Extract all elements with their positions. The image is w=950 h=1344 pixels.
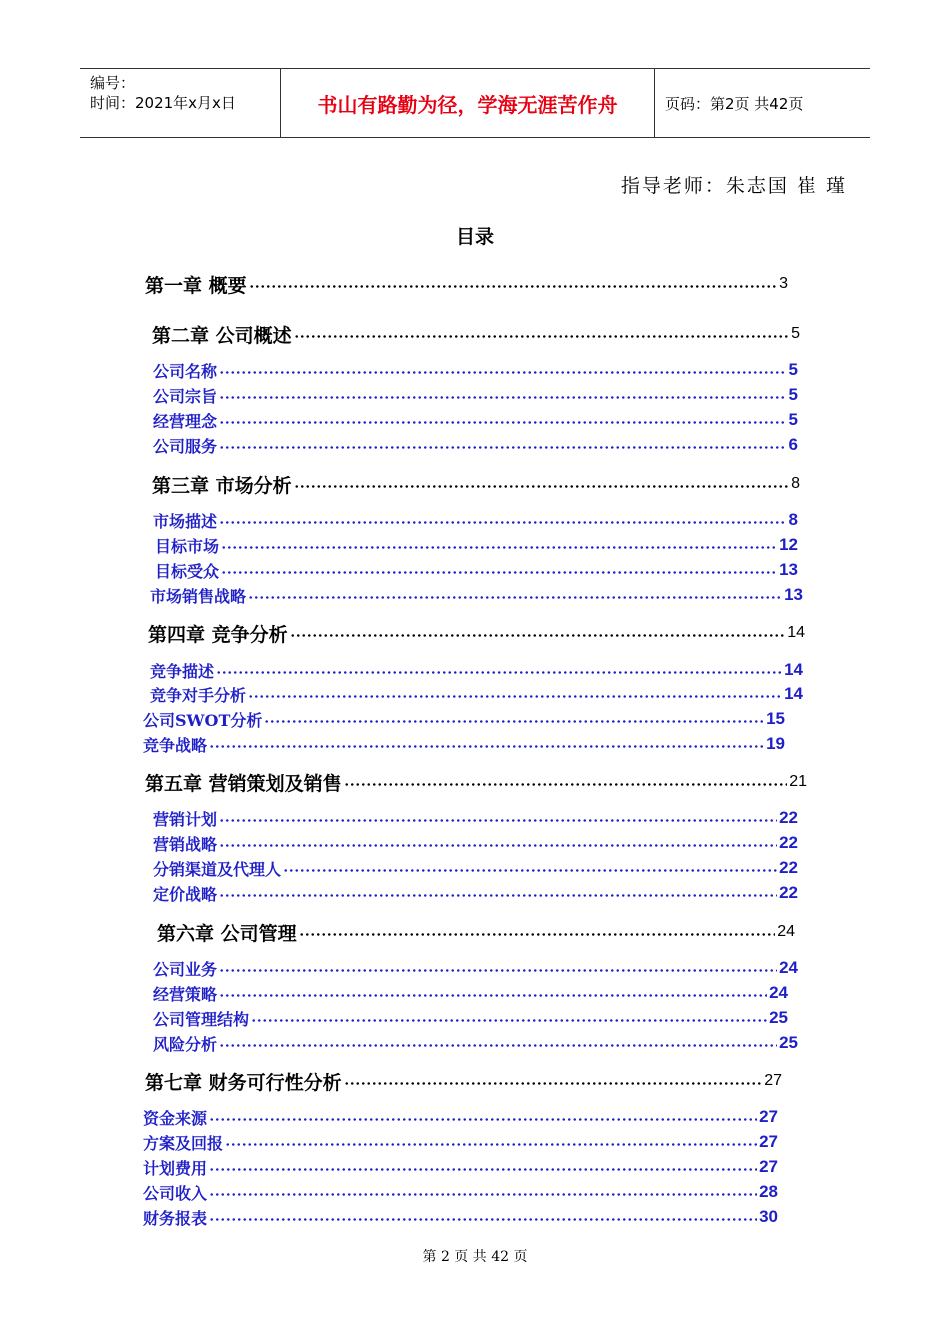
toc-entry-label: 第四章 竞争分析 <box>148 623 288 646</box>
toc-page-number: 22 <box>779 808 798 827</box>
dot-leader <box>249 272 777 296</box>
toc-page-number: 22 <box>779 833 798 852</box>
toc-entry-label: 第六章 公司管理 <box>157 922 297 945</box>
header-table <box>80 68 870 138</box>
toc-chapter-entry[interactable] <box>145 1069 782 1093</box>
toc-page-number: 8 <box>788 510 798 529</box>
toc-section-entry[interactable] <box>153 408 798 432</box>
dot-leader <box>283 856 777 880</box>
toc-page-number: 22 <box>779 858 798 877</box>
toc-chapter-entry[interactable] <box>152 472 800 496</box>
toc-page-number: 30 <box>759 1207 778 1226</box>
dot-leader <box>219 383 787 407</box>
header-motto-cell <box>281 69 655 137</box>
time-label: 时间：2021年x月x日 <box>90 94 236 112</box>
toc-entry-label: 公司收入 <box>143 1183 208 1203</box>
dot-leader <box>299 920 776 944</box>
toc-page-number: 27 <box>759 1107 778 1126</box>
toc-section-entry[interactable] <box>153 856 798 880</box>
toc-page-number: 27 <box>759 1132 778 1151</box>
toc-entry-label: 营销计划 <box>153 809 218 829</box>
toc-page-number: 24 <box>769 983 788 1002</box>
toc-section-entry[interactable] <box>153 358 798 382</box>
toc-entry-label: 财务报表 <box>143 1208 208 1228</box>
toc-page-number: 3 <box>779 275 788 292</box>
toc-page-number: 8 <box>791 475 800 492</box>
toc-section-entry[interactable] <box>153 831 798 855</box>
toc-chapter-entry[interactable] <box>148 621 805 645</box>
toc-section-entry[interactable] <box>153 1031 798 1055</box>
toc-entry-label: 第七章 财务可行性分析 <box>145 1071 342 1094</box>
toc-page-number: 27 <box>764 1072 782 1089</box>
toc-page-number: 14 <box>787 624 805 641</box>
toc-entry-label: 第二章 公司概述 <box>152 324 292 347</box>
dot-leader <box>264 707 764 731</box>
dot-leader <box>219 806 777 830</box>
toc-page-number: 5 <box>788 410 798 429</box>
toc-entry-label: 方案及回报 <box>143 1133 224 1153</box>
toc-entry-label: 计划费用 <box>143 1158 208 1178</box>
toc-section-entry[interactable] <box>143 1130 778 1154</box>
toc-entry-label: 竞争描述 <box>150 661 215 681</box>
toc-section-entry[interactable] <box>153 881 798 905</box>
toc-page-number: 25 <box>769 1008 788 1027</box>
dot-leader <box>251 1006 767 1030</box>
dot-leader <box>290 621 786 645</box>
toc-entry-label: 分销渠道及代理人 <box>153 859 282 879</box>
header-page-cell <box>655 69 870 137</box>
dot-leader <box>219 1031 777 1055</box>
dot-leader <box>219 956 777 980</box>
page-footer: 第 2 页 共 42 页 <box>422 1249 528 1265</box>
dot-leader <box>219 358 787 382</box>
toc-page-number: 14 <box>784 660 803 679</box>
toc-section-entry[interactable] <box>143 1105 778 1129</box>
toc-entry-label: 经营理念 <box>153 411 218 431</box>
dot-leader <box>209 1180 757 1204</box>
toc-section-entry[interactable] <box>153 1006 788 1030</box>
dot-leader <box>294 472 789 496</box>
dot-leader <box>219 981 767 1005</box>
toc-section-entry[interactable] <box>153 508 798 532</box>
toc-section-entry[interactable] <box>150 682 803 706</box>
dot-leader <box>209 1205 757 1229</box>
toc-page-number: 13 <box>784 585 803 604</box>
toc-chapter-entry[interactable] <box>145 770 807 794</box>
toc-section-entry[interactable] <box>143 1205 778 1229</box>
dot-leader <box>221 533 777 557</box>
toc-page-number: 13 <box>779 560 798 579</box>
toc-page-number: 14 <box>784 684 803 703</box>
toc-entry-label: 第一章 概要 <box>145 274 247 297</box>
dot-leader <box>219 408 787 432</box>
toc-entry-label: 公司宗旨 <box>153 386 218 406</box>
toc-section-entry[interactable] <box>143 1155 778 1179</box>
toc-entry-label: 公司业务 <box>153 959 218 979</box>
dot-leader <box>209 1155 757 1179</box>
toc-entry-label: 市场描述 <box>153 511 218 531</box>
toc-chapter-entry[interactable] <box>157 920 795 944</box>
dot-leader <box>219 508 787 532</box>
toc-section-entry[interactable] <box>155 558 798 582</box>
toc-section-entry[interactable] <box>143 707 785 731</box>
toc-section-entry[interactable] <box>153 981 788 1005</box>
dot-leader <box>344 1069 763 1093</box>
toc-entry-label: 营销战略 <box>153 834 218 854</box>
dot-leader <box>248 682 782 706</box>
toc-section-entry[interactable] <box>143 1180 778 1204</box>
dot-leader <box>221 558 777 582</box>
toc-entry-label: 目标市场 <box>155 536 220 556</box>
toc-section-entry[interactable] <box>153 433 798 457</box>
toc-section-entry[interactable] <box>153 956 798 980</box>
toc-page-number: 12 <box>779 535 798 554</box>
toc-section-entry[interactable] <box>150 583 803 607</box>
page-info: 页码：第2页 共42页 <box>665 94 804 113</box>
header-meta-cell <box>80 69 281 137</box>
motto: 书山有路勤为径，学海无涯苦作舟 <box>317 92 618 117</box>
toc-entry-label: 第五章 营销策划及销售 <box>145 772 342 795</box>
toc-section-entry[interactable] <box>155 533 798 557</box>
dot-leader <box>248 583 782 607</box>
toc-entry-label: 市场销售战略 <box>150 586 247 606</box>
toc-section-entry[interactable] <box>143 732 785 756</box>
dot-leader <box>209 1105 757 1129</box>
toc-entry-label: 第三章 市场分析 <box>152 474 292 497</box>
toc-page-number: 27 <box>759 1157 778 1176</box>
toc-entry-label: 竞争对手分析 <box>150 685 247 705</box>
toc-page-number: 28 <box>759 1182 778 1201</box>
toc-entry-label: 目标受众 <box>155 561 220 581</box>
toc-page-number: 5 <box>788 385 798 404</box>
toc-section-entry[interactable] <box>153 806 798 830</box>
toc-entry-label: 定价战略 <box>153 884 218 904</box>
dot-leader <box>294 322 789 346</box>
dot-leader <box>216 658 782 682</box>
toc-page-number: 6 <box>788 435 798 454</box>
toc-chapter-entry[interactable] <box>152 322 800 346</box>
toc-entry-label: 经营策略 <box>153 984 218 1004</box>
dot-leader <box>219 881 777 905</box>
toc-page-number: 5 <box>788 360 798 379</box>
toc-page-number: 22 <box>779 883 798 902</box>
toc-section-entry[interactable] <box>150 658 803 682</box>
dot-leader <box>219 433 787 457</box>
toc-page-number: 5 <box>791 325 800 342</box>
toc-page-number: 19 <box>766 734 785 753</box>
toc-chapter-entry[interactable] <box>145 272 788 296</box>
toc-page-number: 24 <box>779 958 798 977</box>
dot-leader <box>209 732 764 756</box>
toc-entry-label: 公司服务 <box>153 436 218 456</box>
dot-leader <box>219 831 777 855</box>
dot-leader <box>344 770 788 794</box>
number-label: 编号： <box>90 74 136 92</box>
toc-title: 目录 <box>455 226 494 248</box>
toc-entry-label: 风险分析 <box>153 1034 218 1054</box>
toc-page-number: 24 <box>777 923 795 940</box>
dot-leader <box>225 1130 757 1154</box>
toc-entry-label: 公司名称 <box>153 361 218 381</box>
toc-page-number: 21 <box>789 773 807 790</box>
toc-entry-label: 资金来源 <box>143 1108 208 1128</box>
toc-page-number: 15 <box>766 709 785 728</box>
toc-entry-label: 竞争战略 <box>143 735 208 755</box>
toc-entry-label: 公司SWOT分析 <box>143 710 263 730</box>
toc-page-number: 25 <box>779 1033 798 1052</box>
advisor-line: 指导老师：朱志国 崔 瑾 <box>620 175 847 197</box>
toc-section-entry[interactable] <box>153 383 798 407</box>
toc-entry-label: 公司管理结构 <box>153 1009 250 1029</box>
